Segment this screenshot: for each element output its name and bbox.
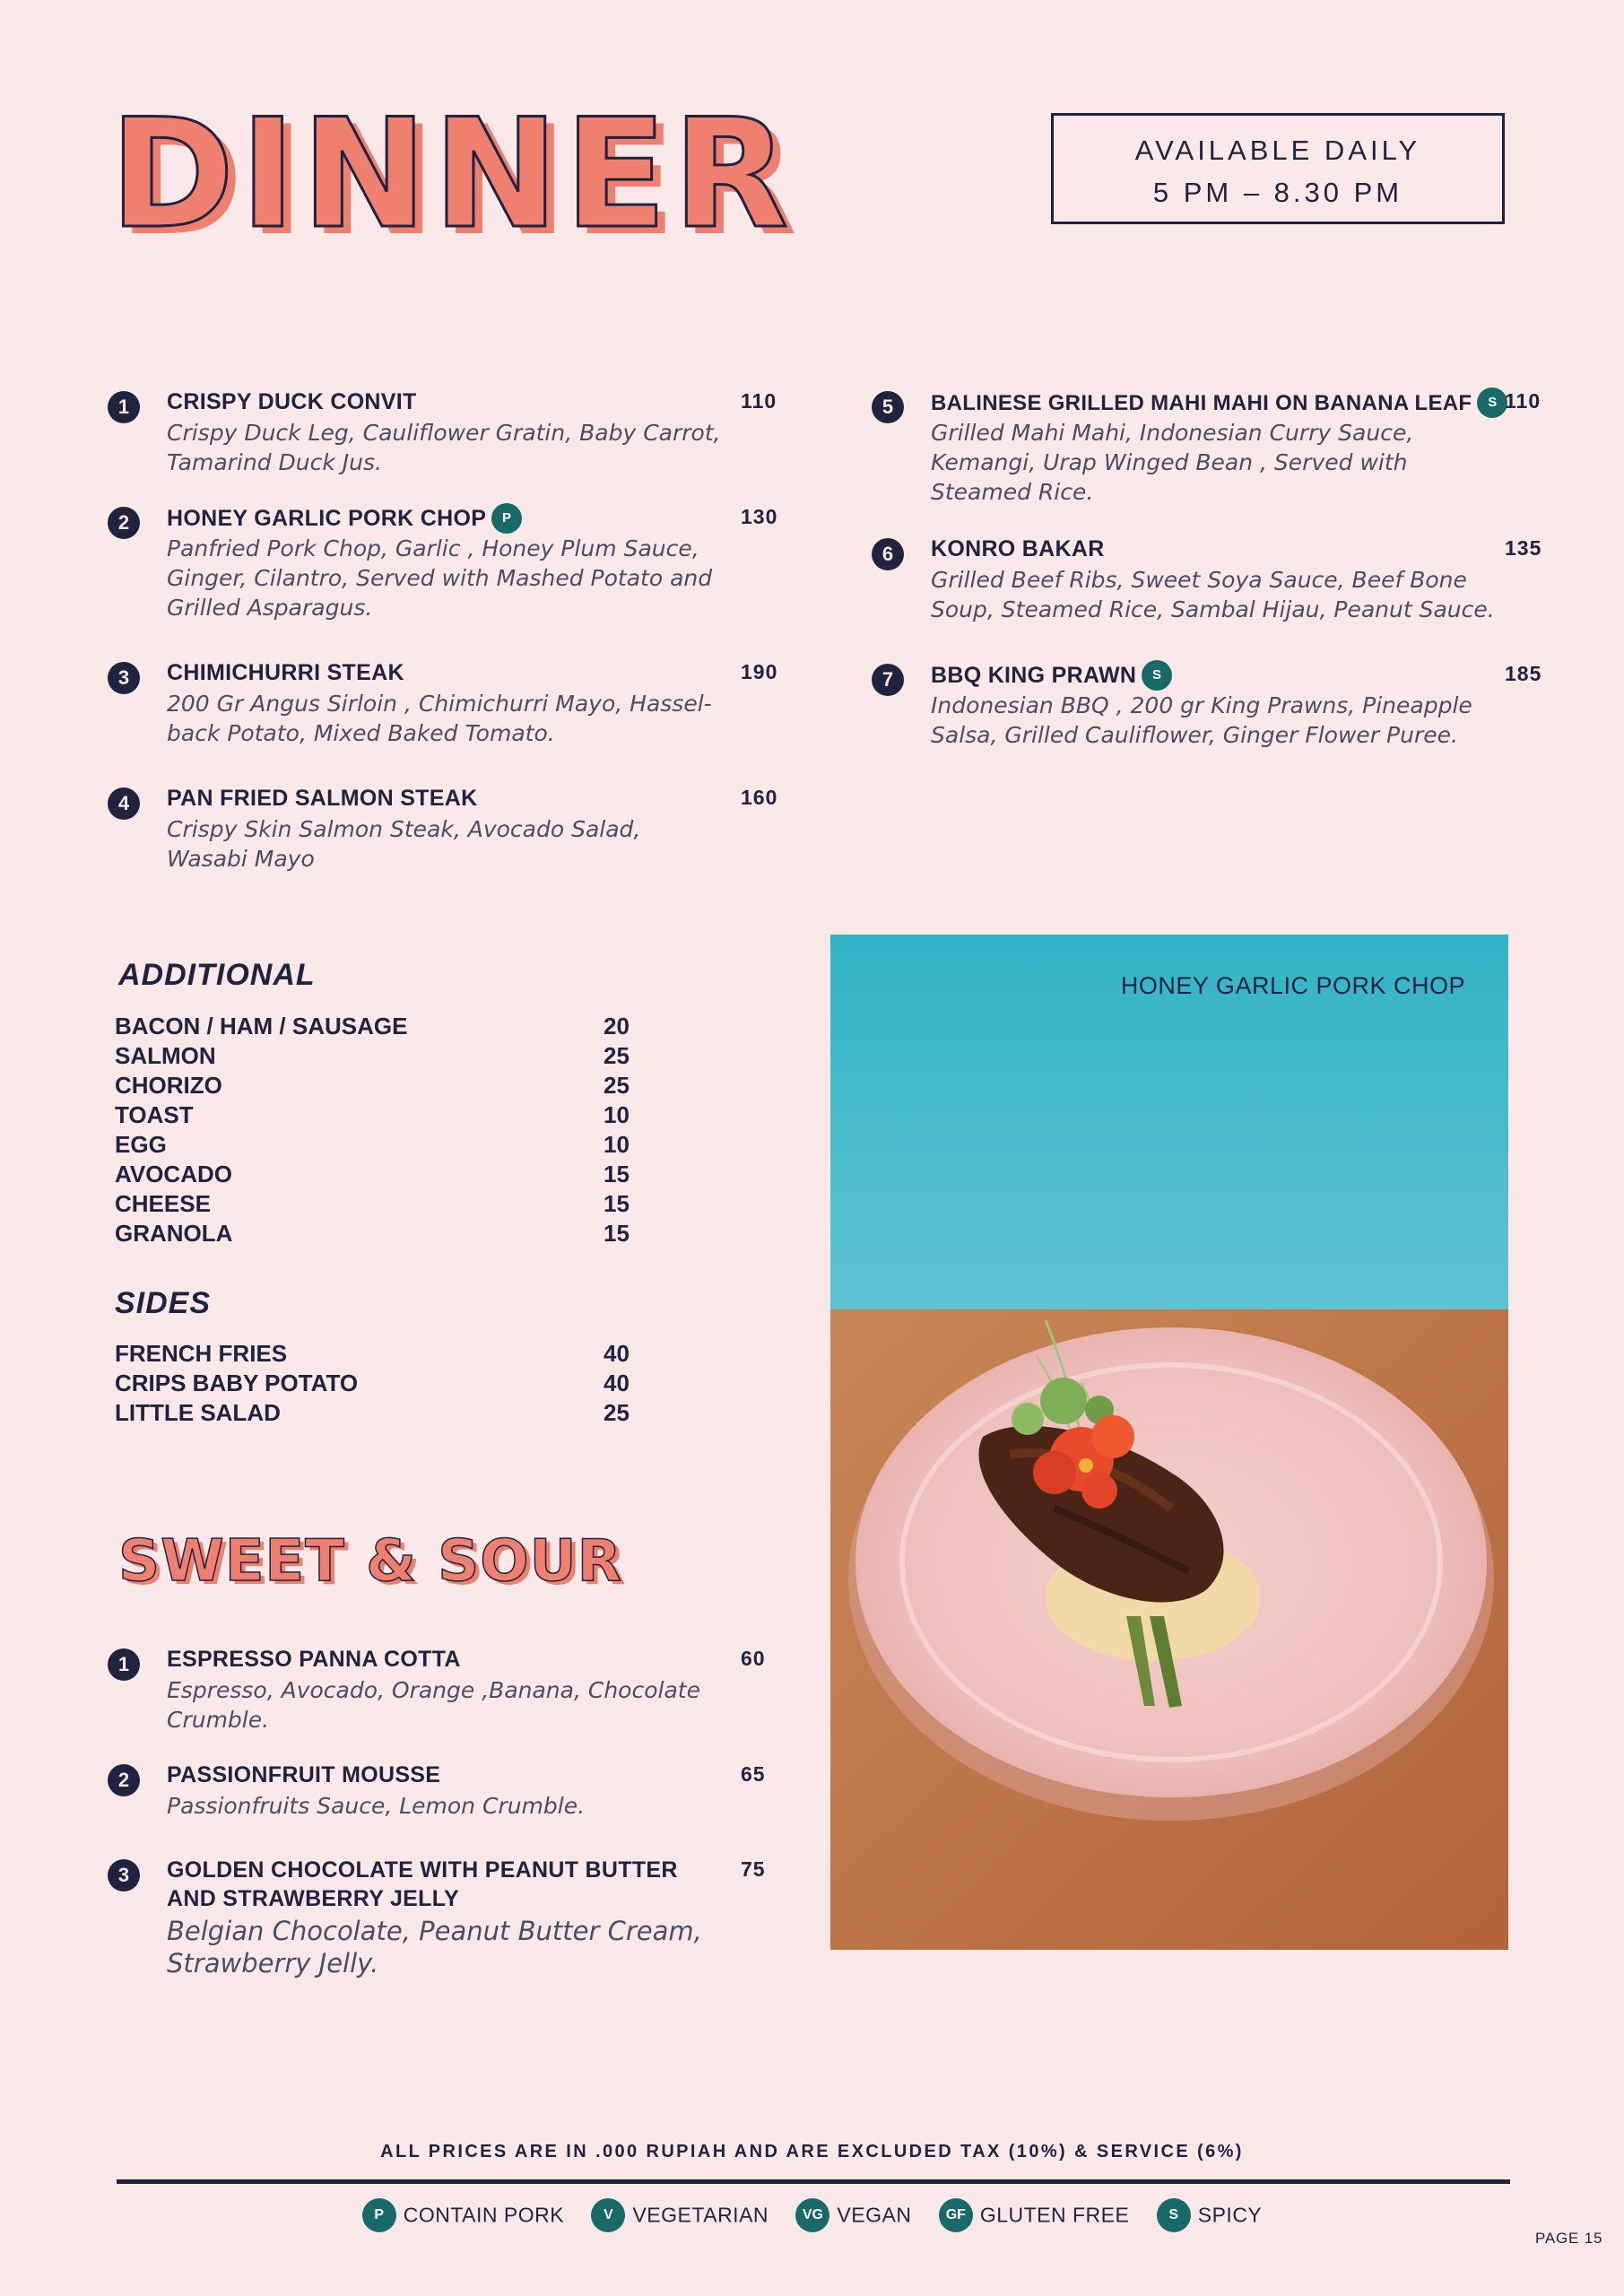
- side-price: 25: [604, 1399, 630, 1426]
- extra-name: BACON / HAM / SAUSAGE: [115, 1013, 408, 1039]
- item-price: 110: [741, 389, 777, 413]
- item-name: [931, 660, 1172, 691]
- item-price: 110: [1505, 389, 1541, 413]
- extra-name: TOAST: [115, 1101, 194, 1128]
- item-number-badge: 3: [108, 1859, 140, 1892]
- extra-price: 25: [604, 1072, 630, 1099]
- item-price: 65: [741, 1762, 766, 1786]
- extra-price: 15: [604, 1190, 630, 1217]
- extra-price: 15: [604, 1161, 630, 1187]
- side-name: LITTLE SALAD: [115, 1399, 281, 1426]
- item-description: Grilled Mahi Mahi, Indonesian Curry Sauce, Kemangi, Urap Winged Bean , Served with Steamed Rice.: [931, 420, 1414, 505]
- extra-price: 15: [604, 1220, 630, 1247]
- side-name: CRIPS BABY POTATO: [115, 1370, 359, 1396]
- item-description: Panfried Pork Chop, Garlic , Honey Plum Sauce, Ginger, Cilantro, Served with Mashed Potato and Grilled Asparagus.: [167, 535, 713, 621]
- extra-price: 20: [604, 1013, 630, 1039]
- item-name: CHIMICHURRI STEAK: [167, 660, 404, 685]
- legend-item-vegetarian: [591, 2198, 769, 2232]
- spicy-tag-icon: S: [1477, 387, 1507, 418]
- item-number-badge: 1: [108, 391, 140, 423]
- additional-title: ADDITIONAL: [118, 958, 316, 992]
- side-name: FRENCH FRIES: [115, 1340, 288, 1367]
- item-name: [167, 503, 522, 534]
- item-description: Espresso, Avocado, Orange ,Banana, Chocolate Crumble.: [167, 1677, 700, 1733]
- item-name-text: BALINESE GRILLED MAHI MAHI ON BANANA LEAF: [931, 391, 1472, 415]
- pork-tag-icon: P: [491, 503, 522, 534]
- item-name: KONRO BAKAR: [931, 536, 1105, 561]
- extra-name: EGG: [115, 1131, 167, 1158]
- extra-name: CHORIZO: [115, 1072, 222, 1099]
- item-description: Belgian Chocolate, Peanut Butter Cream, Strawberry Jelly.: [167, 1916, 702, 1979]
- item-description: Indonesian BBQ , 200 gr King Prawns, Pineapple Salsa, Grilled Cauliflower, Ginger Flower Puree.: [931, 692, 1472, 748]
- item-name: PASSIONFRUIT MOUSSE: [167, 1762, 441, 1787]
- item-description: Passionfruits Sauce, Lemon Crumble.: [167, 1793, 586, 1819]
- pork-badge-icon: P: [362, 2198, 396, 2232]
- item-name: PAN FRIED SALMON STEAK: [167, 786, 478, 811]
- item-description: 200 Gr Angus Sirloin , Chimichurri Mayo, Hassel-back Potato, Mixed Baked Tomato.: [167, 691, 712, 746]
- item-description: Grilled Beef Ribs, Sweet Soya Sauce, Beef Bone Soup, Steamed Rice, Sambal Hijau, Peanut Sauce.: [931, 567, 1495, 622]
- side-price: 40: [604, 1340, 630, 1367]
- legend-item-pork: [362, 2198, 564, 2232]
- item-name: [931, 387, 1507, 418]
- spicy-tag-icon: S: [1142, 660, 1172, 691]
- item-number-badge: 4: [108, 787, 140, 820]
- item-price: 60: [741, 1647, 766, 1670]
- item-price: 75: [741, 1857, 766, 1881]
- gluten-free-badge-icon: GF: [939, 2198, 973, 2232]
- dish-photo-illustration: [830, 935, 1508, 1950]
- item-price: 185: [1505, 662, 1542, 685]
- side-price: 40: [604, 1370, 630, 1396]
- legend-label: CONTAIN PORK: [403, 2203, 565, 2227]
- item-description: Crispy Skin Salmon Steak, Avocado Salad, Wasabi Mayo: [167, 816, 641, 872]
- spicy-badge-icon: S: [1157, 2198, 1191, 2232]
- item-number-badge: 6: [872, 538, 904, 570]
- legend-item-gluten-free: [939, 2198, 1130, 2232]
- item-name: GOLDEN CHOCOLATE WITH PEANUT BUTTER AND STRAWBERRY JELLY: [167, 1857, 678, 1911]
- legend-label: GLUTEN FREE: [979, 2203, 1130, 2227]
- extra-price: 10: [604, 1131, 630, 1158]
- item-price: 135: [1505, 536, 1542, 560]
- legend-item-vegan: [795, 2198, 911, 2232]
- extra-price: 10: [604, 1101, 630, 1128]
- photo-caption: HONEY GARLIC PORK CHOP: [1120, 972, 1465, 999]
- item-number-badge: 1: [108, 1648, 140, 1681]
- item-number-badge: 7: [872, 664, 904, 696]
- item-name-text: BBQ KING PRAWN: [931, 663, 1137, 688]
- price-note: ALL PRICES ARE IN .000 RUPIAH AND ARE EXCLUDED TAX (10%) & SERVICE (6%): [380, 2142, 1244, 2161]
- availability-days: AVAILABLE DAILY: [1134, 135, 1421, 166]
- extra-name: AVOCADO: [115, 1161, 232, 1187]
- vegetarian-badge-icon: V: [591, 2198, 625, 2232]
- extra-name: SALMON: [115, 1042, 216, 1069]
- availability-box: [1051, 113, 1505, 224]
- item-number-badge: 5: [872, 391, 904, 423]
- item-number-badge: 2: [108, 1764, 140, 1796]
- page-title: DINNER: [109, 86, 795, 262]
- item-price: 160: [741, 786, 778, 809]
- page-number: PAGE 15: [1535, 2230, 1603, 2247]
- dietary-legend: [0, 2198, 1624, 2232]
- item-price: 130: [741, 505, 778, 528]
- item-description: Crispy Duck Leg, Cauliflower Gratin, Baby Carrot, Tamarind Duck Jus.: [167, 420, 721, 475]
- item-name-text: HONEY GARLIC PORK CHOP: [167, 506, 487, 531]
- legend-item-spicy: [1157, 2198, 1263, 2232]
- dessert-section-title: SWEET & SOUR: [118, 1528, 622, 1595]
- item-name: ESPRESSO PANNA COTTA: [167, 1647, 461, 1672]
- legend-label: VEGAN: [837, 2203, 912, 2227]
- dish-photo: [830, 935, 1508, 1950]
- extra-name: GRANOLA: [115, 1220, 233, 1247]
- footer-divider: [117, 2179, 1510, 2184]
- extra-price: 25: [604, 1042, 630, 1069]
- availability-hours: 5 PM – 8.30 PM: [1152, 177, 1403, 208]
- sides-title: SIDES: [115, 1286, 212, 1320]
- legend-label: VEGETARIAN: [632, 2203, 769, 2227]
- extra-name: CHEESE: [115, 1190, 211, 1217]
- item-price: 190: [741, 660, 778, 683]
- vegan-badge-icon: VG: [795, 2198, 829, 2232]
- item-number-badge: 3: [108, 662, 140, 694]
- item-number-badge: 2: [108, 507, 140, 539]
- item-name: CRISPY DUCK CONVIT: [167, 389, 417, 414]
- legend-label: SPICY: [1197, 2203, 1263, 2227]
